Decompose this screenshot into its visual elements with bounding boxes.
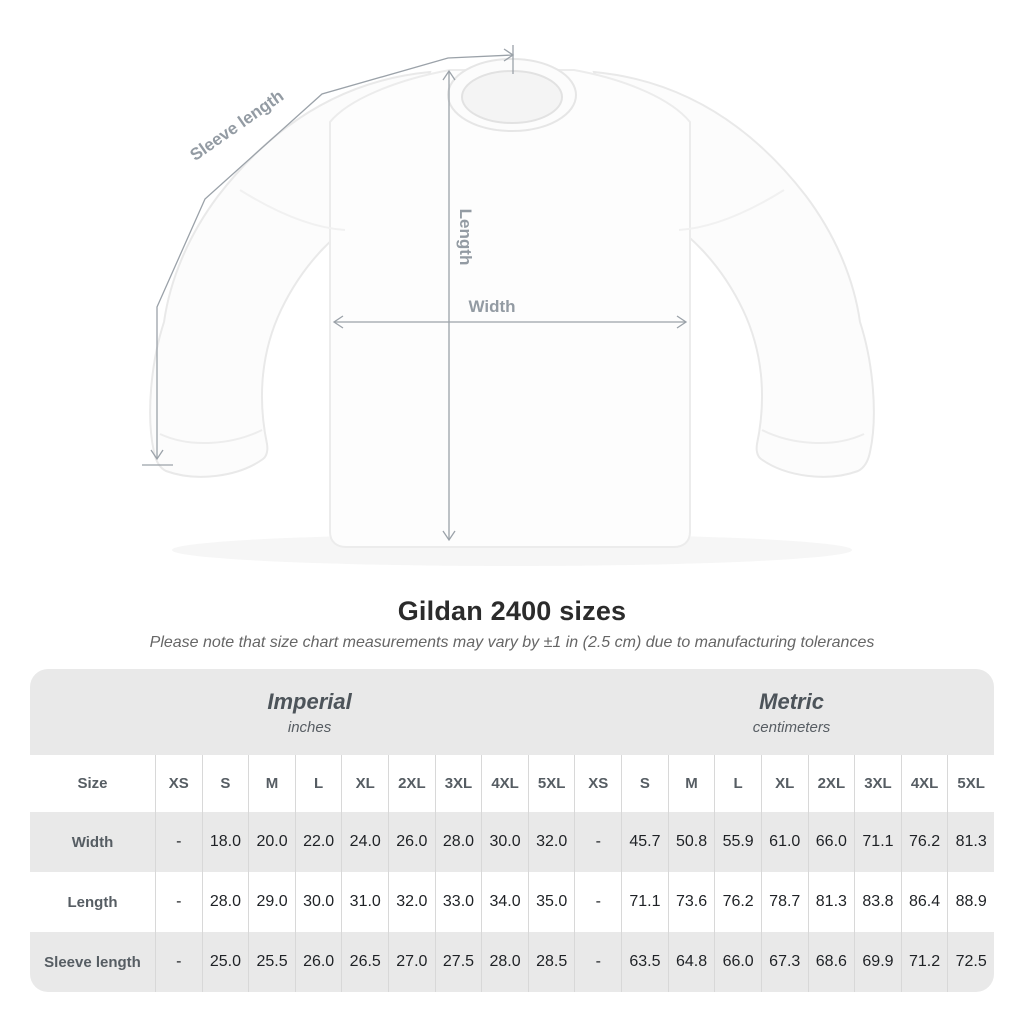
- width-label: Width: [468, 297, 516, 316]
- imperial-value: 34.0: [481, 872, 528, 932]
- imperial-value: 30.0: [481, 812, 528, 872]
- imperial-value: -: [155, 932, 202, 992]
- metric-value: 55.9: [714, 812, 761, 872]
- imperial-value: 29.0: [248, 872, 295, 932]
- imperial-value: 20.0: [248, 812, 295, 872]
- imperial-value: 24.0: [341, 812, 388, 872]
- imperial-value: 28.0: [435, 812, 482, 872]
- page-subtitle: Please note that size chart measurements may vary by ±1 in (2.5 cm) due to manufacturing tolerances: [149, 634, 875, 651]
- metric-sublabel: centimeters: [752, 718, 831, 736]
- unit-group-metric: [589, 669, 994, 755]
- row-label: Sleeve length: [44, 953, 141, 971]
- imperial-value: 28.0: [481, 932, 528, 992]
- imperial-value: 25.5: [248, 932, 295, 992]
- imperial-value: 28.5: [528, 932, 575, 992]
- size-header-imperial: 5XL: [528, 755, 575, 812]
- metric-value: 50.8: [668, 812, 715, 872]
- length-label: Length: [456, 208, 475, 266]
- measurement-row-width: [30, 812, 994, 872]
- size-header-metric: 3XL: [854, 755, 901, 812]
- imperial-value: -: [155, 812, 202, 872]
- metric-value: 64.8: [668, 932, 715, 992]
- metric-value: 76.2: [901, 812, 948, 872]
- metric-label: Metric: [759, 688, 824, 714]
- size-header-metric: M: [668, 755, 715, 812]
- metric-value: 67.3: [761, 932, 808, 992]
- imperial-value: 18.0: [202, 812, 249, 872]
- metric-value: 76.2: [714, 872, 761, 932]
- size-header-imperial: 2XL: [388, 755, 435, 812]
- size-header-imperial: M: [248, 755, 295, 812]
- imperial-value: 30.0: [295, 872, 342, 932]
- size-header-imperial: S: [202, 755, 249, 812]
- imperial-value: 35.0: [528, 872, 575, 932]
- imperial-value: 26.0: [388, 812, 435, 872]
- sleeve-length-label: Sleeve length: [186, 86, 288, 165]
- size-header-imperial: XS: [155, 755, 202, 812]
- measurement-row-length: [30, 872, 994, 932]
- imperial-value: -: [155, 872, 202, 932]
- metric-value: 81.3: [947, 812, 994, 872]
- collar-inner: [462, 71, 562, 123]
- metric-value: 66.0: [714, 932, 761, 992]
- metric-value: 61.0: [761, 812, 808, 872]
- metric-value: 66.0: [808, 812, 855, 872]
- size-header-imperial: 4XL: [481, 755, 528, 812]
- row-label: Length: [67, 893, 118, 911]
- imperial-value: 27.0: [388, 932, 435, 992]
- size-header-imperial: XL: [341, 755, 388, 812]
- size-header-imperial: L: [295, 755, 342, 812]
- size-header-metric: XS: [574, 755, 621, 812]
- metric-value: -: [574, 872, 621, 932]
- size-header-metric: 2XL: [808, 755, 855, 812]
- metric-value: 71.1: [854, 812, 901, 872]
- metric-value: 63.5: [621, 932, 668, 992]
- size-header-metric: 4XL: [901, 755, 948, 812]
- metric-value: 73.6: [668, 872, 715, 932]
- unit-band: [30, 669, 994, 755]
- size-header-metric: L: [714, 755, 761, 812]
- size-header-metric: 5XL: [947, 755, 994, 812]
- size-column-header: Size: [77, 775, 108, 792]
- imperial-label: Imperial: [267, 688, 352, 714]
- size-header-metric: S: [621, 755, 668, 812]
- table-header-row: [30, 755, 994, 812]
- size-table: [30, 669, 994, 992]
- imperial-value: 31.0: [341, 872, 388, 932]
- imperial-value: 26.0: [295, 932, 342, 992]
- unit-group-imperial: [30, 669, 589, 755]
- metric-value: 72.5: [947, 932, 994, 992]
- metric-value: 71.2: [901, 932, 948, 992]
- metric-value: -: [574, 812, 621, 872]
- imperial-value: 28.0: [202, 872, 249, 932]
- size-header-metric: XL: [761, 755, 808, 812]
- row-label: Width: [71, 833, 114, 851]
- page-title: Gildan 2400 sizes: [397, 596, 627, 626]
- imperial-value: 25.0: [202, 932, 249, 992]
- metric-value: 81.3: [808, 872, 855, 932]
- imperial-value: 33.0: [435, 872, 482, 932]
- imperial-value: 32.0: [388, 872, 435, 932]
- metric-value: 83.8: [854, 872, 901, 932]
- metric-value: 86.4: [901, 872, 948, 932]
- metric-value: 69.9: [854, 932, 901, 992]
- imperial-sublabel: inches: [287, 718, 332, 736]
- imperial-value: 26.5: [341, 932, 388, 992]
- metric-value: 88.9: [947, 872, 994, 932]
- imperial-value: 22.0: [295, 812, 342, 872]
- metric-value: 71.1: [621, 872, 668, 932]
- metric-value: 45.7: [621, 812, 668, 872]
- imperial-value: 32.0: [528, 812, 575, 872]
- measurement-row-sleeve-length: [30, 932, 994, 992]
- metric-value: 68.6: [808, 932, 855, 992]
- size-header-imperial: 3XL: [435, 755, 482, 812]
- metric-value: 78.7: [761, 872, 808, 932]
- imperial-value: 27.5: [435, 932, 482, 992]
- metric-value: -: [574, 932, 621, 992]
- table-body: [30, 812, 994, 992]
